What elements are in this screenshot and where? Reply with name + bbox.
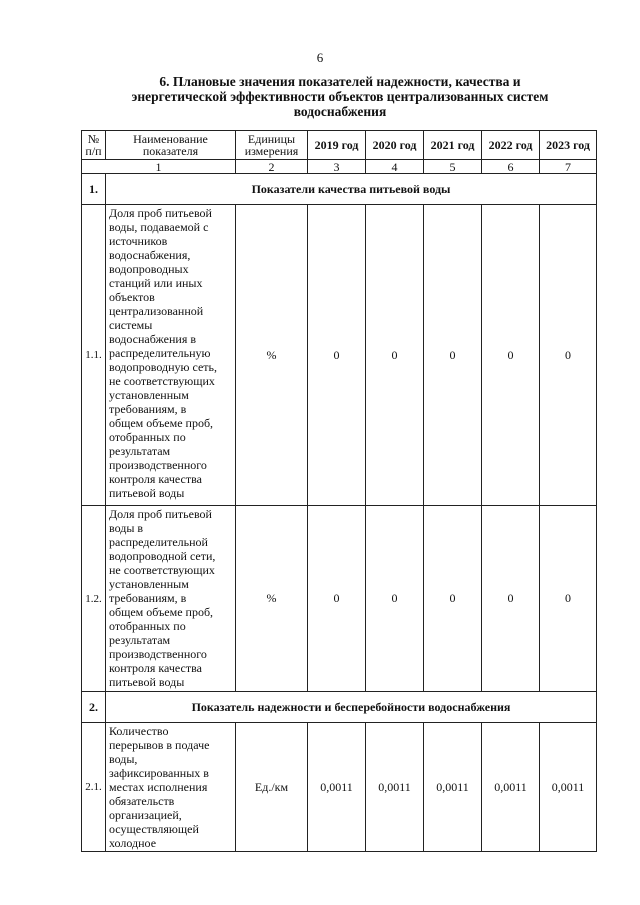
header-num-line: № xyxy=(87,132,100,146)
name-line: воды в xyxy=(109,521,144,535)
name-line: воды, подаваемой с xyxy=(109,220,209,234)
header-year-2023: 2023 год xyxy=(540,131,597,160)
table-row-1-1 xyxy=(82,205,597,506)
name-line: осуществляющей xyxy=(109,822,199,836)
column-number: 1 xyxy=(82,160,236,174)
name-line: станций или иных xyxy=(109,276,203,290)
value-2022: 0 xyxy=(482,506,540,692)
name-line: результатам xyxy=(109,633,171,647)
indicator-name xyxy=(106,205,236,506)
name-line: не соответствующих xyxy=(109,374,215,388)
name-line: централизованной xyxy=(109,304,204,318)
name-line: перерывов в подаче xyxy=(109,738,210,752)
value-2019: 0 xyxy=(308,205,366,506)
name-line: контроля качества xyxy=(109,661,202,675)
value-2021: 0 xyxy=(424,205,482,506)
name-line: установленным xyxy=(109,577,189,591)
value-2020: 0,0011 xyxy=(366,723,424,852)
value-2023: 0 xyxy=(540,205,597,506)
name-line: организацией, xyxy=(109,808,182,822)
header-year-2020: 2020 год xyxy=(366,131,424,160)
name-line: не соответствующих xyxy=(109,563,215,577)
unit-cell: % xyxy=(236,205,308,506)
name-line: требованиям, в xyxy=(109,591,187,605)
table-header-row xyxy=(82,131,597,160)
value-2021: 0 xyxy=(424,506,482,692)
section-number: 1. xyxy=(82,174,106,205)
name-line: контроля качества xyxy=(109,472,202,486)
page-number: 6 xyxy=(316,50,324,65)
header-name-line: Наименование xyxy=(133,132,208,146)
value-2023: 0,0011 xyxy=(540,723,597,852)
header-name-line: показателя xyxy=(142,144,199,158)
name-line: водопроводную сеть, xyxy=(109,360,218,374)
value-2021: 0,0011 xyxy=(424,723,482,852)
section-title: Показатели качества питьевой воды xyxy=(106,174,597,205)
section-row-2 xyxy=(82,692,597,723)
header-unit-line: Единицы xyxy=(247,132,296,146)
header-num xyxy=(82,131,106,160)
column-number: 7 xyxy=(540,160,597,174)
value-2023: 0 xyxy=(540,506,597,692)
column-number: 3 xyxy=(308,160,366,174)
name-line: общем объеме проб, xyxy=(109,416,214,430)
header-unit xyxy=(236,131,308,160)
unit-cell: Ед./км xyxy=(236,723,308,852)
table-row-1-2 xyxy=(82,506,597,692)
column-number: 5 xyxy=(424,160,482,174)
name-line: местах исполнения xyxy=(109,780,208,794)
header-name xyxy=(106,131,236,160)
heading-line: энергетической эффективности объектов централизованных систем xyxy=(131,89,549,104)
name-line: питьевой воды xyxy=(109,675,185,689)
heading-line: 6. Плановые значения показателей надежности, качества и xyxy=(159,74,521,89)
name-line: отобранных по xyxy=(109,430,186,444)
section-heading xyxy=(95,74,585,119)
header-year-2022: 2022 год xyxy=(482,131,540,160)
column-number: 2 xyxy=(236,160,308,174)
column-number: 6 xyxy=(482,160,540,174)
section-number: 2. xyxy=(82,692,106,723)
value-2019: 0,0011 xyxy=(308,723,366,852)
section-row-1 xyxy=(82,174,597,205)
row-number: 2.1. xyxy=(82,723,106,852)
name-line: результатам xyxy=(109,444,171,458)
header-unit-line: измерения xyxy=(244,144,299,158)
column-number-row xyxy=(82,160,597,174)
section-title: Показатель надежности и бесперебойности водоснабжения xyxy=(106,692,597,723)
name-line: воды, xyxy=(109,752,138,766)
name-line: холодное xyxy=(109,836,157,850)
table-row-2-1 xyxy=(82,723,597,852)
name-line: водопроводных xyxy=(109,262,189,276)
name-line: производственного xyxy=(109,647,207,661)
name-line: Доля проб питьевой xyxy=(109,206,212,220)
name-line: установленным xyxy=(109,388,189,402)
value-2022: 0,0011 xyxy=(482,723,540,852)
name-line: системы xyxy=(109,318,153,332)
header-year-2021: 2021 год xyxy=(424,131,482,160)
name-line: обязательств xyxy=(109,794,175,808)
row-number: 1.2. xyxy=(82,506,106,692)
name-line: распределительную xyxy=(109,346,211,360)
column-number: 4 xyxy=(366,160,424,174)
value-2020: 0 xyxy=(366,506,424,692)
value-2022: 0 xyxy=(482,205,540,506)
name-line: общем объеме проб, xyxy=(109,605,214,619)
name-line: распределительной xyxy=(109,535,208,549)
value-2020: 0 xyxy=(366,205,424,506)
name-line: питьевой воды xyxy=(109,486,185,500)
row-number: 1.1. xyxy=(82,205,106,506)
header-num-line: п/п xyxy=(85,144,102,158)
name-line: производственного xyxy=(109,458,207,472)
value-2019: 0 xyxy=(308,506,366,692)
name-line: Количество xyxy=(109,724,169,738)
name-line: водоснабжения, xyxy=(109,248,191,262)
unit-cell: % xyxy=(236,506,308,692)
heading-line: водоснабжения xyxy=(293,104,387,119)
name-line: Доля проб питьевой xyxy=(109,507,212,521)
header-year-2019: 2019 год xyxy=(308,131,366,160)
name-line: зафиксированных в xyxy=(109,766,209,780)
name-line: отобранных по xyxy=(109,619,186,633)
indicator-name xyxy=(106,506,236,692)
name-line: водопроводной сети, xyxy=(109,549,216,563)
indicators-table xyxy=(81,130,597,852)
name-line: водоснабжения в xyxy=(109,332,197,346)
name-line: источников xyxy=(109,234,168,248)
name-line: требованиям, в xyxy=(109,402,187,416)
indicator-name xyxy=(106,723,236,852)
name-line: объектов xyxy=(109,290,155,304)
